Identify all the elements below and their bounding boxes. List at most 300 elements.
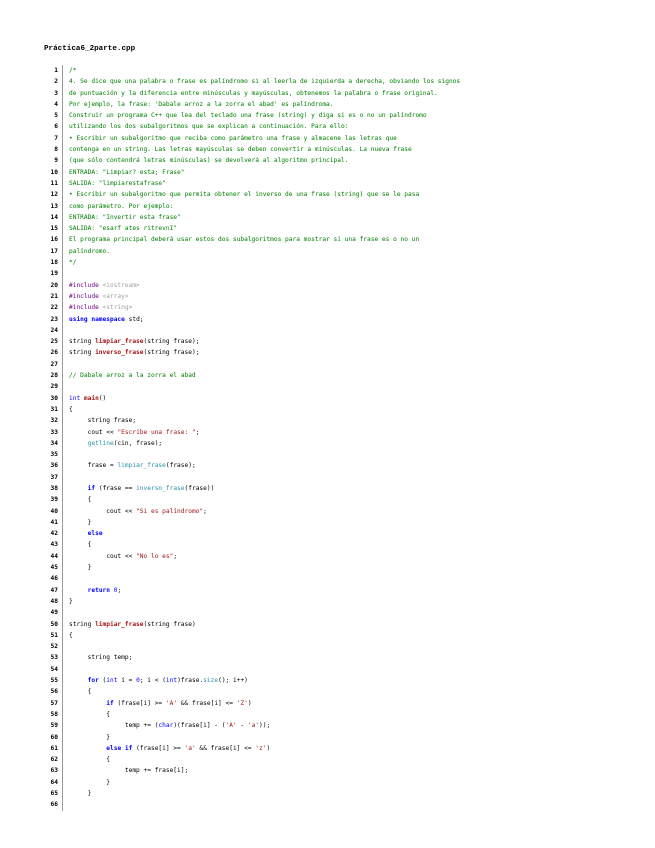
- line-number: 34: [44, 438, 63, 449]
- code-line: [44, 110, 614, 121]
- code-line: [44, 65, 614, 76]
- code-token: cout <<: [69, 552, 137, 560]
- line-text: [63, 607, 69, 618]
- code-line: [44, 562, 614, 573]
- line-text: [63, 415, 136, 426]
- line-number: 31: [44, 404, 63, 415]
- line-number: 45: [44, 562, 63, 573]
- line-number: 6: [44, 121, 63, 132]
- line-number: 19: [44, 268, 63, 279]
- line-text: [63, 212, 181, 223]
- code-token: /*: [69, 67, 77, 74]
- code-token: int: [106, 677, 118, 685]
- code-token: • Escribir un subalgoritmo que reciba como parámetro una frase y almacene las letras que: [69, 134, 397, 142]
- code-line: [44, 246, 614, 257]
- line-number: 24: [44, 325, 63, 336]
- code-line: [44, 314, 614, 325]
- line-number: 2: [44, 76, 63, 87]
- code-token: string: [69, 620, 96, 628]
- line-number: 3: [44, 88, 63, 99]
- code-line: [44, 155, 614, 166]
- line-number: 15: [44, 223, 63, 234]
- code-token: cout <<: [69, 428, 118, 436]
- code-token: (frase);: [165, 462, 196, 470]
- line-text: [63, 698, 252, 709]
- line-text: [63, 257, 76, 268]
- line-text: [63, 189, 419, 200]
- code-line: [44, 291, 614, 302]
- code-line: [44, 765, 614, 776]
- code-token: else: [87, 530, 103, 538]
- code-token: "No lo es": [136, 552, 174, 560]
- line-text: [63, 573, 69, 584]
- code-line: [44, 494, 614, 505]
- line-number: 22: [44, 302, 63, 313]
- line-text: [63, 336, 199, 347]
- line-text: [63, 799, 69, 810]
- code-line: [44, 268, 614, 279]
- line-number: 35: [44, 449, 63, 460]
- code-token: -: [236, 722, 248, 730]
- code-token: de puntuación y la diferencia entre minúsculas y mayúsculas, obtenemos la palabra o frase original.: [69, 89, 438, 97]
- code-line: [44, 698, 614, 709]
- code-token: SALIDA: "limpiarestafrase": [69, 179, 166, 187]
- code-token: }: [69, 778, 110, 786]
- code-token: limpiar_frase: [117, 462, 166, 470]
- code-token: std;: [124, 315, 144, 323]
- code-token: El programa principal deberá usar estos dos subalgoritmos para mostrar si una frase es o no un: [69, 236, 420, 244]
- code-line: [44, 799, 614, 810]
- line-number: 52: [44, 641, 63, 652]
- code-line: [44, 178, 614, 189]
- code-token: {: [69, 688, 92, 696]
- code-token: && frase[i] <=: [195, 744, 256, 752]
- code-line: [44, 99, 614, 110]
- line-text: [63, 460, 196, 471]
- line-text: [63, 539, 91, 550]
- code-token: (string frase);: [143, 338, 200, 346]
- code-line: [44, 596, 614, 607]
- code-token: [69, 677, 88, 684]
- code-token: "Si es palíndromo": [136, 507, 204, 515]
- line-number: 32: [44, 415, 63, 426]
- code-line: [44, 257, 614, 268]
- code-token: #include: [69, 281, 103, 289]
- line-text: [63, 732, 110, 743]
- code-token: ;: [203, 507, 207, 515]
- line-number: 58: [44, 709, 63, 720]
- code-line: [44, 664, 614, 675]
- code-line: [44, 302, 614, 313]
- code-token: {: [69, 496, 92, 504]
- code-token: temp += (: [69, 722, 159, 730]
- code-token: [69, 700, 106, 707]
- code-token: i =: [117, 677, 137, 685]
- code-token: (): [98, 394, 107, 402]
- line-text: [63, 110, 427, 121]
- code-token: using namespace: [69, 315, 125, 323]
- code-line: [44, 585, 614, 596]
- line-text: [63, 551, 177, 562]
- code-token: {: [69, 756, 110, 764]
- code-line: [44, 370, 614, 381]
- line-text: [63, 370, 196, 381]
- code-line: [44, 325, 614, 336]
- code-token: (: [98, 677, 107, 685]
- code-token: #include: [69, 292, 103, 300]
- line-number: 18: [44, 257, 63, 268]
- line-number: 38: [44, 483, 63, 494]
- code-token: )(frase[i] - (: [173, 722, 226, 730]
- line-text: [63, 765, 188, 776]
- code-line: [44, 528, 614, 539]
- code-token: ): [247, 699, 252, 707]
- code-line: [44, 201, 614, 212]
- code-listing: [44, 65, 614, 811]
- line-text: [63, 585, 121, 596]
- code-line: [44, 415, 614, 426]
- code-token: if: [87, 484, 96, 492]
- code-token: [69, 440, 88, 447]
- line-text: [63, 788, 91, 799]
- code-token: limpiar_frase: [95, 620, 144, 628]
- line-text: [63, 596, 73, 607]
- line-text: [63, 709, 110, 720]
- line-text: [63, 314, 144, 325]
- code-line: [44, 347, 614, 358]
- code-token: 0: [113, 586, 118, 594]
- code-token: ;: [195, 428, 200, 436]
- line-text: [63, 246, 110, 257]
- code-line: [44, 449, 614, 460]
- line-text: [63, 675, 248, 686]
- line-text: [63, 517, 91, 528]
- line-text: [63, 76, 460, 87]
- code-token: 'A': [165, 699, 178, 707]
- code-line: [44, 709, 614, 720]
- line-number: 57: [44, 698, 63, 709]
- line-text: [63, 359, 69, 370]
- code-token: getline: [87, 439, 114, 447]
- code-token: }: [69, 733, 110, 741]
- line-text: [63, 347, 199, 358]
- code-token: && frase[i] <=: [177, 699, 237, 707]
- line-text: [63, 325, 69, 336]
- code-token: ;: [173, 552, 178, 560]
- code-token: "Escribe una frase: ": [117, 428, 196, 436]
- line-text: [63, 155, 348, 166]
- code-token: contenga en un string. Las letras mayúsculas se deben convertir a minúsculas. La nueva frase: [69, 146, 412, 154]
- code-token: limpiar_frase: [95, 338, 144, 346]
- code-token: // Dabale arroz a la zorra el abad: [69, 372, 196, 380]
- line-number: 49: [44, 607, 63, 618]
- code-token: ENTRADA: "Invertir esta frase": [69, 213, 181, 221]
- line-text: [63, 506, 207, 517]
- code-token: size: [203, 677, 219, 685]
- line-text: [63, 438, 162, 449]
- code-token: [69, 587, 88, 594]
- line-text: [63, 562, 91, 573]
- code-token: {: [69, 541, 92, 549]
- line-text: [63, 302, 132, 313]
- line-text: [63, 641, 69, 652]
- code-token: (frase[i] >=: [132, 744, 185, 752]
- code-token: string frase;: [69, 417, 137, 425]
- line-text: [63, 99, 334, 110]
- line-number: 44: [44, 551, 63, 562]
- line-text: [63, 449, 69, 460]
- code-line: [44, 88, 614, 99]
- code-line: [44, 381, 614, 392]
- code-line: [44, 472, 614, 483]
- line-number: 46: [44, 573, 63, 584]
- line-number: 47: [44, 585, 63, 596]
- line-number: 30: [44, 393, 63, 404]
- code-token: [69, 745, 106, 752]
- code-line: [44, 336, 614, 347]
- code-token: 'Z': [236, 699, 248, 707]
- code-token: {: [69, 405, 73, 413]
- line-text: [63, 720, 270, 731]
- line-number: 50: [44, 619, 63, 630]
- line-number: 5: [44, 110, 63, 121]
- code-token: ENTRADA: "Limpiar? esta; Frase": [69, 168, 185, 176]
- code-token: */: [69, 259, 77, 267]
- code-line: [44, 144, 614, 155]
- line-text: [63, 427, 199, 438]
- line-text: [63, 234, 419, 245]
- code-token: else if: [106, 744, 133, 752]
- line-text: [63, 404, 73, 415]
- code-line: [44, 76, 614, 87]
- line-text: [63, 133, 397, 144]
- line-number: 40: [44, 506, 63, 517]
- line-number: 28: [44, 370, 63, 381]
- file-title: Práctica6_2parte.cpp: [44, 45, 136, 53]
- line-number: 12: [44, 189, 63, 200]
- line-text: [63, 652, 132, 663]
- code-token: (frase ==: [95, 484, 137, 492]
- code-token: como parámetro. Por ejemplo:: [69, 202, 174, 210]
- line-number: 36: [44, 460, 63, 471]
- code-token: (frase)): [184, 484, 215, 492]
- line-number: 43: [44, 539, 63, 550]
- line-text: [63, 630, 73, 641]
- line-text: [63, 223, 177, 234]
- code-line: [44, 641, 614, 652]
- code-line: [44, 189, 614, 200]
- code-line: [44, 573, 614, 584]
- line-number: 62: [44, 754, 63, 765]
- line-text: [63, 280, 140, 291]
- code-line: [44, 686, 614, 697]
- code-token: (); i++): [218, 677, 248, 685]
- line-number: 25: [44, 336, 63, 347]
- line-text: [63, 291, 129, 302]
- line-number: 17: [44, 246, 63, 257]
- line-text: [63, 483, 214, 494]
- code-line: [44, 539, 614, 550]
- line-text: [63, 144, 412, 155]
- line-number: 10: [44, 167, 63, 178]
- line-text: [63, 381, 69, 392]
- code-token: Construir un programa C++ que lea del teclado una frase (string) y diga si es o no un palíndromo: [69, 112, 427, 120]
- line-text: [63, 754, 110, 765]
- line-number: 33: [44, 427, 63, 438]
- code-line: [44, 280, 614, 291]
- line-number: 48: [44, 596, 63, 607]
- line-text: [63, 167, 184, 178]
- code-token: <iostream>: [102, 281, 140, 289]
- code-token: 'A': [225, 722, 237, 730]
- code-token: int: [69, 394, 84, 402]
- code-token: (string frase);: [143, 349, 200, 357]
- code-line: [44, 619, 614, 630]
- line-text: [63, 664, 69, 675]
- code-token: inverso_frase: [136, 484, 185, 492]
- code-token: (que sólo contendrá letras minúsculas) se devolverá al algoritmo principal.: [69, 157, 349, 165]
- code-token: 'z': [255, 744, 267, 752]
- code-line: [44, 359, 614, 370]
- code-token: string temp;: [69, 654, 133, 662]
- line-text: [63, 268, 69, 279]
- line-number: 64: [44, 777, 63, 788]
- code-line: [44, 393, 614, 404]
- line-text: [63, 65, 76, 76]
- code-line: [44, 427, 614, 438]
- code-line: [44, 223, 614, 234]
- line-text: [63, 686, 91, 697]
- code-line: [44, 506, 614, 517]
- code-token: ;: [117, 586, 122, 594]
- line-text: [63, 393, 106, 404]
- line-text: [63, 121, 348, 132]
- line-number: 13: [44, 201, 63, 212]
- code-line: [44, 743, 614, 754]
- code-token: (cin, frase);: [113, 439, 163, 447]
- code-line: [44, 438, 614, 449]
- line-number: 42: [44, 528, 63, 539]
- code-token: [69, 530, 88, 537]
- code-token: 'a': [184, 744, 196, 752]
- line-number: 37: [44, 472, 63, 483]
- line-number: 9: [44, 155, 63, 166]
- code-token: char: [158, 722, 174, 730]
- code-token: if: [106, 699, 114, 707]
- line-number: 56: [44, 686, 63, 697]
- code-token: 4. Se dice que una palabra o frase es palíndromo si al leerla de izquierda a derecha, obviando los signos: [69, 78, 461, 86]
- line-number: 26: [44, 347, 63, 358]
- line-text: [63, 619, 196, 630]
- line-number: 63: [44, 765, 63, 776]
- code-line: [44, 607, 614, 618]
- code-token: main: [83, 394, 99, 402]
- line-number: 66: [44, 799, 63, 810]
- code-line: [44, 121, 614, 132]
- line-number: 61: [44, 743, 63, 754]
- line-text: [63, 743, 270, 754]
- line-number: 1: [44, 65, 63, 76]
- code-token: utilizando los dos subalgoritmos que se explican a continuación. Para ello:: [69, 123, 349, 131]
- code-line: [44, 460, 614, 471]
- line-number: 8: [44, 144, 63, 155]
- code-token: #include: [69, 304, 103, 312]
- line-text: [63, 777, 110, 788]
- code-line: [44, 483, 614, 494]
- code-token: <array>: [102, 292, 129, 300]
- line-text: [63, 494, 91, 505]
- line-number: 55: [44, 675, 63, 686]
- code-line: [44, 675, 614, 686]
- code-token: for: [87, 677, 99, 685]
- line-text: [63, 88, 438, 99]
- line-number: 7: [44, 133, 63, 144]
- line-number: 16: [44, 234, 63, 245]
- code-token: ; i < (: [139, 677, 166, 685]
- code-token: 0: [136, 677, 140, 685]
- code-token: ));: [259, 722, 271, 730]
- code-token: 'a': [247, 722, 260, 730]
- line-number: 20: [44, 280, 63, 291]
- line-text: [63, 178, 166, 189]
- code-token: return: [87, 586, 110, 594]
- line-text: [63, 472, 69, 483]
- code-token: }: [69, 564, 92, 572]
- line-text: [63, 528, 103, 539]
- code-line: [44, 404, 614, 415]
- code-token: }: [69, 790, 92, 797]
- line-number: 41: [44, 517, 63, 528]
- code-line: [44, 732, 614, 743]
- code-token: ): [266, 744, 271, 752]
- code-token: )frase.: [177, 677, 204, 685]
- line-number: 60: [44, 732, 63, 743]
- code-line: [44, 212, 614, 223]
- code-line: [44, 788, 614, 799]
- code-line: [44, 630, 614, 641]
- code-line: [44, 652, 614, 663]
- line-text: [63, 201, 173, 212]
- code-token: cout <<: [69, 507, 137, 515]
- line-number: 21: [44, 291, 63, 302]
- line-number: 29: [44, 381, 63, 392]
- line-number: 51: [44, 630, 63, 641]
- code-token: (frase[i] >=: [113, 699, 166, 707]
- code-line: [44, 167, 614, 178]
- code-token: string: [69, 349, 96, 357]
- code-line: [44, 777, 614, 788]
- code-token: {: [69, 631, 73, 639]
- code-token: {: [69, 710, 110, 718]
- code-token: inverso_frase: [95, 349, 144, 357]
- line-number: 11: [44, 178, 63, 189]
- line-number: 54: [44, 664, 63, 675]
- line-number: 14: [44, 212, 63, 223]
- line-number: 4: [44, 99, 63, 110]
- code-line: [44, 517, 614, 528]
- code-line: [44, 754, 614, 765]
- code-token: }: [69, 597, 73, 605]
- code-line: [44, 720, 614, 731]
- code-token: }: [69, 518, 92, 526]
- line-number: 53: [44, 652, 63, 663]
- line-number: 27: [44, 359, 63, 370]
- code-token: <string>: [102, 304, 133, 312]
- code-line: [44, 133, 614, 144]
- code-token: frase =: [69, 462, 118, 470]
- line-number: 23: [44, 314, 63, 325]
- line-number: 65: [44, 788, 63, 799]
